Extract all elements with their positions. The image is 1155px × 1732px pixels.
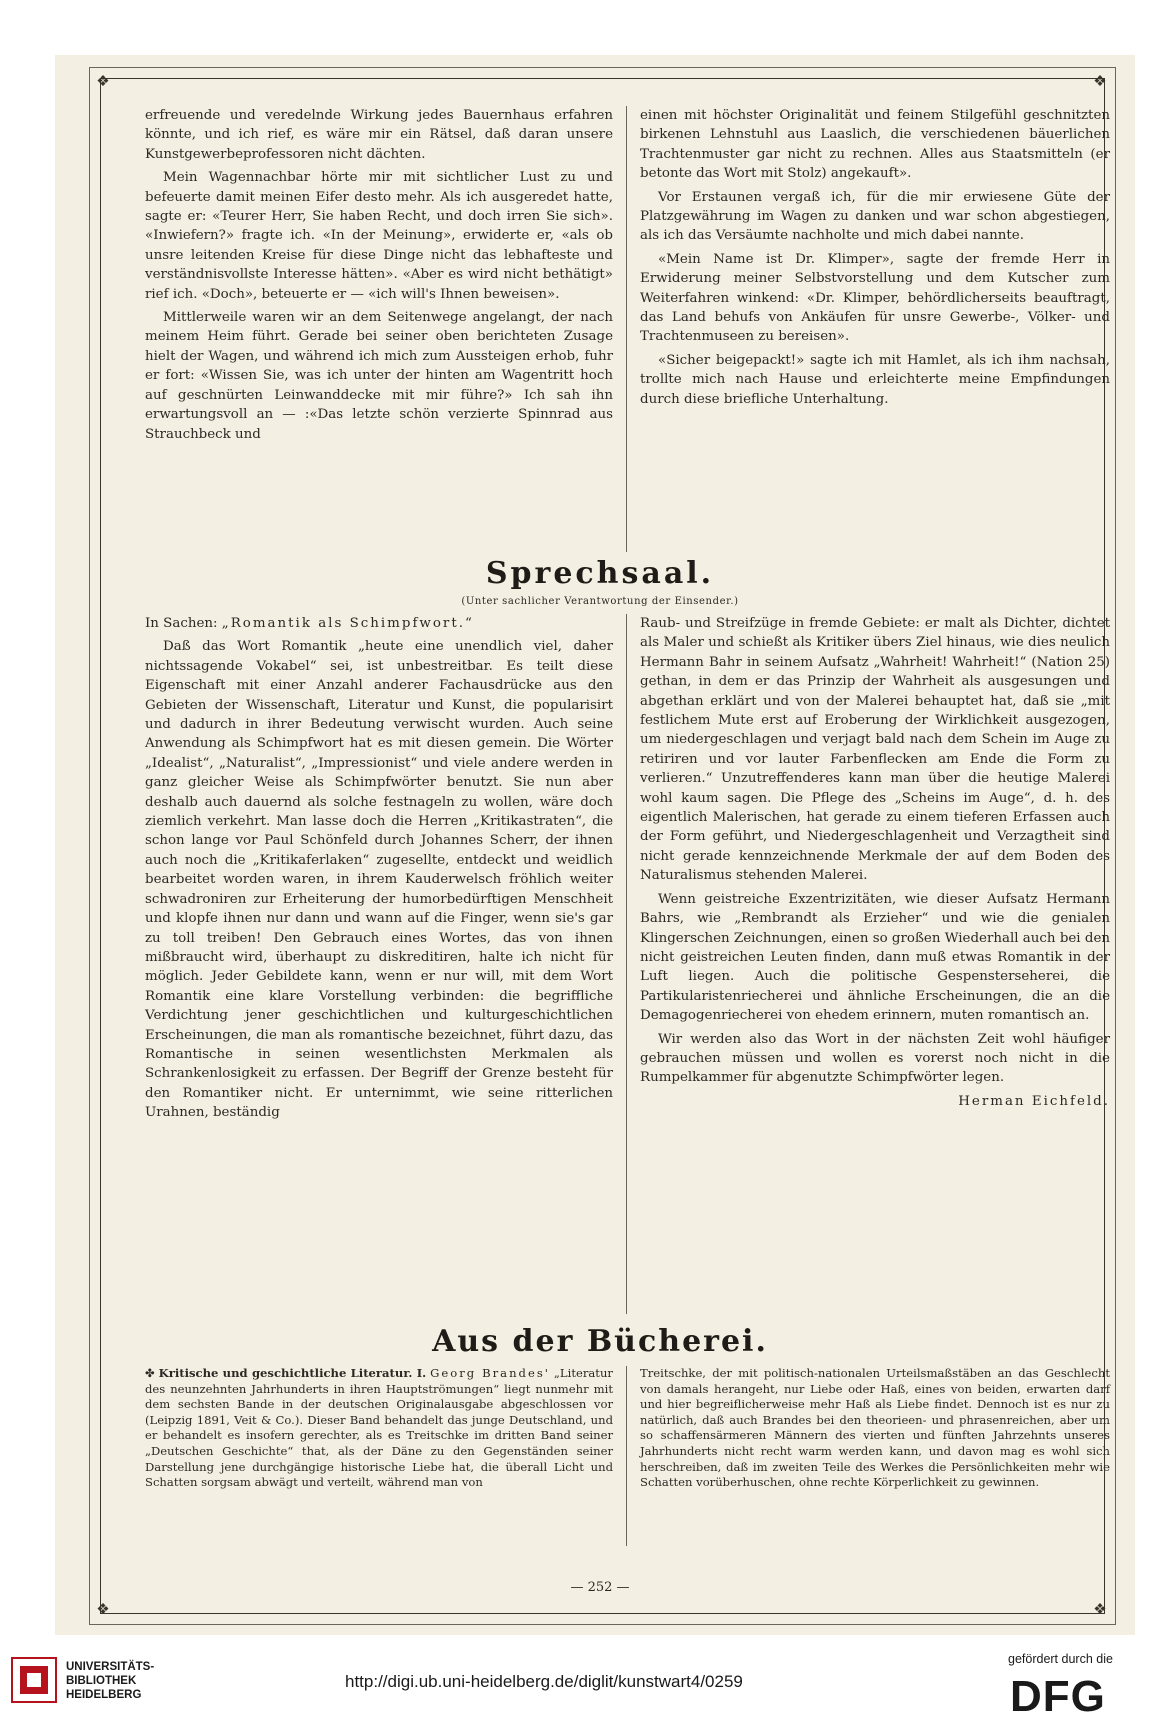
section-title-buecherei: Aus der Bücherei.: [432, 1324, 768, 1359]
paragraph: einen mit höchster Originalität und feinem Stilgefühl geschnitzten birkenen Lehnstuhl aus Laaslich, die verschiedenen bäuerlichen Trachtenmuster gar nicht zu rechnen. Alles aus Staatsmitteln (er betonte das Wort mit Stolz) angekauft».: [640, 108, 1110, 182]
paragraph: erfreuende und veredelnde Wirkung jedes Bauernhaus erfahren könnte, und ich rief, es wäre mir ein Rätsel, daß daran unsere Kunstgewerbeprofessoren nicht dächten.: [145, 108, 613, 162]
article-continuation-left: [145, 106, 613, 448]
paragraph: Wir werden also das Wort in der nächsten Zeit wohl häufiger gebrauchen müssen und wollen es vorerst noch nicht in die Rumpelkammer für abgenutzte Schimpfwörter legen.: [640, 1031, 1110, 1086]
section-title-sprechsaal: Sprechsaal.: [485, 556, 715, 591]
funding-label: gefördert durch die: [1008, 1652, 1113, 1666]
buecherei-right-column: [640, 1366, 1110, 1491]
author-name: Georg Brandes': [430, 1366, 550, 1380]
sprechsaal-right-column: [640, 614, 1110, 1115]
library-name: UNIVERSITÄTS- BIBLIOTHEK HEIDELBERG: [66, 1661, 155, 1701]
signature: Herman Eichfeld.: [958, 1093, 1110, 1109]
topic-title: „Romantik als Schimpfwort.“: [221, 616, 474, 631]
paragraph: «Sicher beigepackt!» sagte ich mit Hamlet, als ich ihm nachsah, trollte mich nach Hause und erleichterte meine Empfindungen durch diese briefliche Unterhaltung.: [640, 352, 1110, 407]
column-rule: [626, 106, 627, 552]
sprechsaal-left-column: [145, 614, 613, 1127]
buecherei-left-column: [145, 1366, 613, 1491]
dfg-logo: DFG: [1010, 1672, 1106, 1721]
column-rule: [626, 1366, 627, 1546]
paragraph: [145, 1366, 613, 1491]
topic-prefix: In Sachen:: [145, 616, 222, 631]
paragraph: Treitschke, der mit politisch-nationalen Urteilsmaßstäben an das Geschlecht von damals herangeht, nur Liebe oder Haß, eines von beiden, erwarten darf und hier begreiflicherweise mehr Haß als Liebe findet. Dennoch ist es nur zu natürlich, daß auch Brandes bei den theorieen- und phrasenreichen, aber um so schaffensärmeren Männern des vierten und fünften Jahrzehnts unseres Jahrhunderts nicht recht warm werden kann, und davon mag es wohl sich herschreiben, daß im zweiten Teile des Werkes die Persönlichkeiten mehr wie Schatten vorüberhuschen, ohne rechte Körperlichkeit zu gewinnen.: [640, 1366, 1110, 1490]
corner-ornament-icon: ❖: [96, 1600, 110, 1618]
corner-ornament-icon: ❖: [1093, 1600, 1107, 1618]
university-seal-icon: [10, 1656, 58, 1704]
article-continuation-right: [640, 106, 1110, 413]
paragraph: Daß das Wort Romantik „heute eine unendlich viel, daher nichtssagende Vokabel“ sei, ist unbestreitbar. Es teilt diese Eigenschaft mit einer Anzahl anderer Fachausdrücke aus den Gebieten der Wissenschaft, Literatur und Kunst, die popularisirt und dadurch in ihrer Bedeutung verwischt wurden. Auch seine Anwendung als Schimpfwort hat es mit diesen gemein. Die Wörter „Idealist“, „Naturalist“, „Impressionist“ und viele andere werden in ganz gleicher Weise als Schimpfwörter benutzt. Sie nun aber deshalb auch dauernd als solche festnageln zu wollen, wäre doch ziemlich verkehrt. Man lasse doch die Herren „Kritikastraten“, die schon lange vor Paul Schönfeld durch Johannes Scherr, der ihnen auch noch die „Kritikaferlaken“ zugesellte, entdeckt und weidlich bearbeitet worden waren, in ihrem Kauderwelsch fröhlich weiter schwadroniren zur Erheiterung der humorbedürftigen Menschheit und klopfe ihnen nur dann und wann auf die Finger, wenn sie's gar zu toll treiben! Den Gebrauch eines Wortes, das von ihnen mißbraucht wird, überhaupt zu diskreditiren, halte ich nicht für möglich. Jeder Gebildete kann, wenn er nur will, mit dem Wort Romantik eine klare Vorstellung verbinden: die begriffliche Verdichtung jener geschichtlichen und kulturgeschichtlichen Erscheinungen, die man als romantische bezeichnet, führt dazu, das Romantische in seinen wesentlichsten Merkmalen als Schrankenlosigkeit zu erfassen. Der Begriff der Grenze besteht für den Romantiker nicht. Er unternimmt, wie seine ritterlichen Urahnen, beständig: [145, 639, 613, 1121]
paragraph: Vor Erstaunen vergaß ich, für die mir erwiesene Güte der Platzgewährung im Wagen zu danken und war schon abgestiegen, als ich das Versäumte nachholte und mich dabei nannte.: [640, 189, 1110, 244]
review-text: „Literatur des neunzehnten Jahrhunderts in ihren Hauptströmungen“ liegt nunmehr mit dem sechsten Bande in der deutschen Originalausgabe abgeschlossen vor (Leipzig 1891, Veit & Co.). Dieser Band behandelt das junge Deutschland, und er behandelt es insofern gerechter, als es Treitschke im dritten Band seiner „Deutschen Geschichte“ that, als der Däne zu den Gegenständen seiner Darstellung jene durchgängige historische Liebe hat, die überall Licht und Schatten sorgsam abwägt und verteilt, während man von: [145, 1366, 613, 1490]
corner-ornament-icon: ❖: [1093, 72, 1107, 90]
paragraph: Raub- und Streifzüge in fremde Gebiete: er malt als Dichter, dichtet als Maler und schießt als Kritiker übers Ziel hinaus, wie dies neulich Hermann Bahr in seinem Aufsatz „Wahrheit! Wahrheit!“ (Nation 25) gethan, in dem er das Prinzip der Wahrheit als ausgesungen und abgethan erklärt und von der Malerei behauptet hat, daß sie „mit festlichem Mute erst auf Eroberung der Wirklichkeit ausgezogen, um niedergeschlagen und verjagt bald nach dem Schein im Auge zu retiriren und vor lauter Farbenflecken am Ende die Form zu verlieren.“ Unzutreffenderes kann man über die heutige Malerei wohl kaum sagen. Die Pflege des „Scheins im Auge“, d. h. des eigentlich Malerischen, hat gerade zu einem tieferen Erfassen auch der Form geführt, und Niedergeschlagenheit und Verzagtheit sind nicht gerade kennzeichnende Merkmale der auf dem Boden des Naturalismus stehenden Malerei.: [640, 616, 1110, 884]
paragraph: Wenn geistreiche Exzentrizitäten, wie dieser Aufsatz Hermann Bahrs, wie „Rembrandt als Erzieher“ und wie die genialen Klingerschen Zeichnungen, einen so großen Wiederhall auch bei den nicht geistreichen Leuten finden, dann muß etwas Romantik in der Luft liegen. Auch die politische Gespensterseherei, die Partikularistenriecherei und ähnliche Erscheinungen, die an die Demagogenriecherei von ehedem erinnern, muten romantisch an.: [640, 891, 1110, 1024]
column-rule: [626, 614, 627, 1314]
paragraph: «Mein Name ist Dr. Klimper», sagte der fremde Herr in Erwiderung meiner Selbstvorstellung und dem Kutscher zum Weiterfahren winkend: «Dr. Klimper, behördlicherseits beauftragt, das Land behufs von Ankäufen für unsre Gewerbe-, Völker- und Trachtenmuseen zu bereisen».: [640, 251, 1110, 345]
lead-ornament-icon: ✤: [145, 1366, 155, 1380]
subsection-title: Kritische und geschichtliche Literatur. I.: [158, 1366, 427, 1380]
footer-bar: [0, 1646, 1155, 1732]
section-subtitle: (Unter sachlicher Verantwortung der Einsender.): [461, 596, 739, 607]
corner-ornament-icon: ❖: [96, 72, 110, 90]
topic-line: [145, 614, 613, 633]
paragraph: Mittlerweile waren wir an dem Seitenwege angelangt, der nach meinem Heim führt. Gerade bei seiner oben berichteten Zusage hielt der Wagen, und während ich mich zum Aussteigen erhob, fuhr er fort: «Wissen Sie, was ich unter der hinten am Wagentritt hoch auf geschnürten Leinwanddecke mit mir führe?» Ich sah ihn erwartungsvoll an — :«Das letzte schön verzierte Spinnrad aus Strauchbeck und: [145, 310, 613, 442]
page-number: — 252 —: [570, 1580, 630, 1595]
source-url-link[interactable]: http://digi.ub.uni-heidelberg.de/diglit/kunstwart4/0259: [345, 1672, 743, 1691]
paragraph: Mein Wagennachbar hörte mir mit sichtlicher Lust zu und befeuerte damit meinen Eifer desto mehr. Als ich ausgeredet hatte, sagte er: «Teurer Herr, Sie haben Recht, und doch irren Sie sich». «Inwiefern?» fragte ich. «In der Meinung», erwiderte er, «als ob unsre leitenden Kreise für diese Dinge nicht das lebhafteste und verständnisvollste Interesse hätten». «Aber es wird nicht bethätigt» rief ich. «Doch», beteuerte er — «ich will's Ihnen beweisen».: [145, 170, 613, 302]
